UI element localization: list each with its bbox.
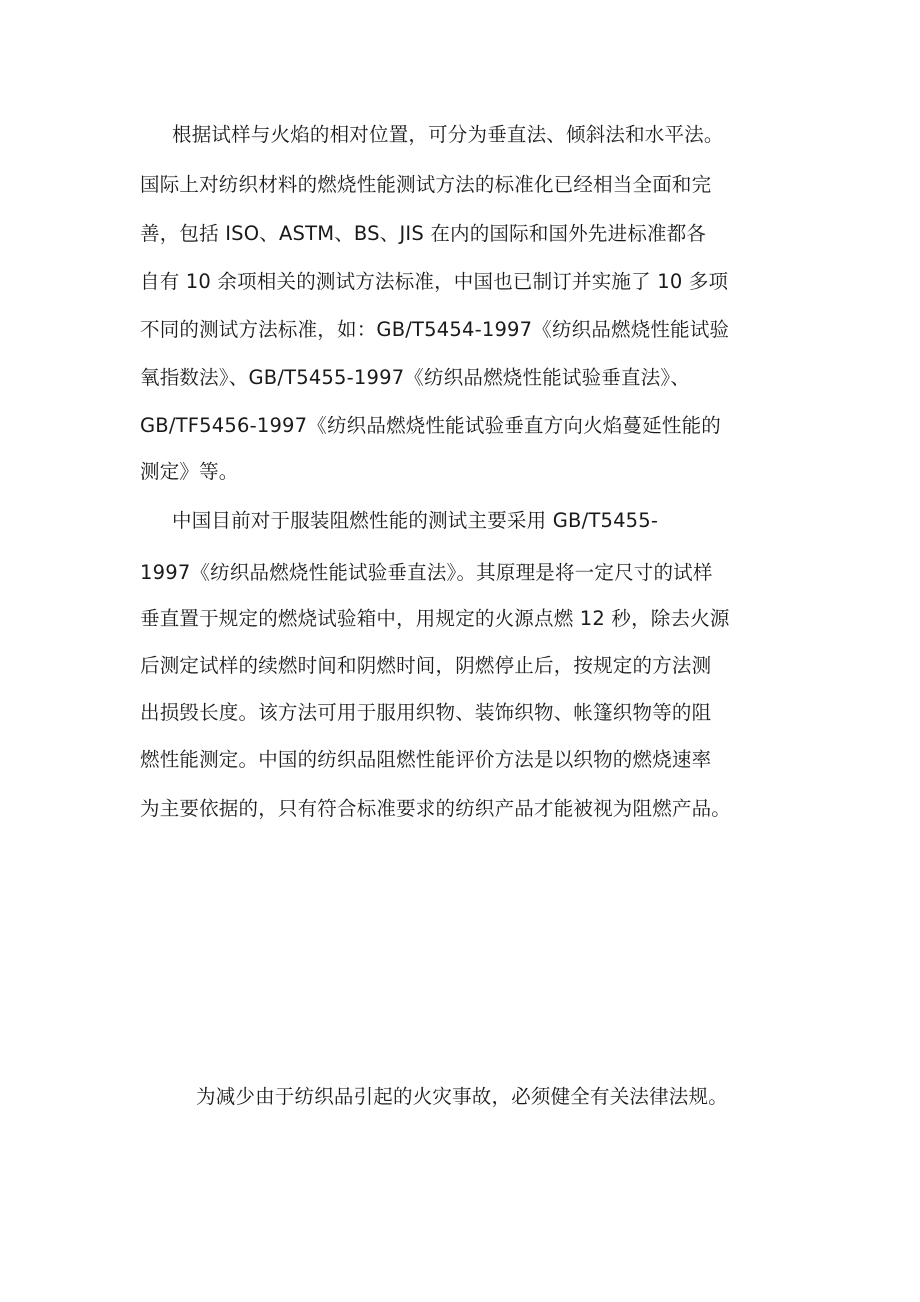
text-line: 国际上对纺织材料的燃烧性能测试方法的标准化已经相当全面和完	[140, 173, 712, 196]
text-line: 根据试样与火焰的相对位置，可分为垂直法、倾斜法和水平法。	[172, 123, 724, 146]
text-line: GB/TF5456-1997《纺织品燃烧性能试验垂直方向火焰蔓延性能的	[140, 414, 721, 437]
text-line: 善，包括 ISO、ASTM、BS、JIS 在内的国际和国外先进标准都各	[140, 222, 707, 245]
closing-line: 为减少由于纺织品引起的火灾事故，必须健全有关法律法规。	[196, 1085, 728, 1108]
text-line: 出损毁长度。该方法可用于服用织物、装饰织物、帐篷织物等的阻	[140, 701, 712, 724]
text-line: 氧指数法》、GB/T5455-1997《纺织品燃烧性能试验垂直法》、	[140, 366, 691, 389]
text-line: 垂直置于规定的燃烧试验箱中，用规定的火源点燃 12 秒，除去火源	[140, 607, 730, 630]
text-line: 自有 10 余项相关的测试方法标准，中国也已制订并实施了 10 多项	[140, 270, 729, 293]
text-line: 不同的测试方法标准，如：GB/T5454-1997《纺织品燃烧性能试验	[140, 318, 730, 341]
text-line: 测定》等。	[140, 460, 239, 483]
text-line: 1997《纺织品燃烧性能试验垂直法》。其原理是将一定尺寸的试样	[140, 561, 713, 584]
text-line: 中国目前对于服装阻燃性能的测试主要采用 GB/T5455-	[172, 509, 659, 532]
text-line: 后测定试样的续燃时间和阴燃时间，阴燃停止后，按规定的方法测	[140, 654, 712, 677]
text-line: 燃性能测定。中国的纺织品阻燃性能评价方法是以织物的燃烧速率	[140, 748, 712, 771]
text-line: 为主要依据的，只有符合标准要求的纺织产品才能被视为阻燃产品。	[140, 797, 732, 820]
